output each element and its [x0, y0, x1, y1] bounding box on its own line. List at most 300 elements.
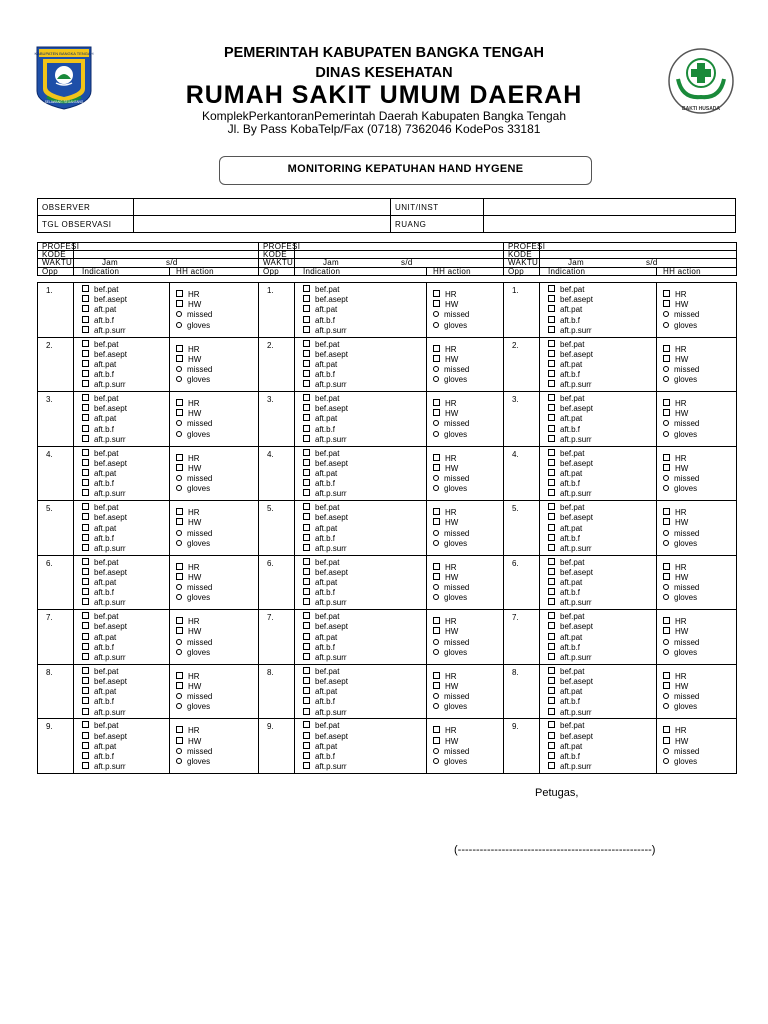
checkbox-icon[interactable]: [82, 534, 89, 541]
checkbox-icon[interactable]: [82, 612, 89, 619]
hh-action-option[interactable]: [663, 290, 736, 300]
hh-action-option[interactable]: [663, 583, 736, 593]
checkbox-icon[interactable]: [548, 513, 555, 520]
indication-option[interactable]: [303, 687, 426, 697]
radio-icon[interactable]: [176, 322, 182, 328]
checkbox-icon[interactable]: [303, 742, 310, 749]
hh-action-option[interactable]: [176, 430, 258, 440]
hh-action-option[interactable]: [433, 375, 503, 385]
checkbox-icon[interactable]: [433, 617, 440, 624]
hh-action-option[interactable]: [663, 529, 736, 539]
hh-action-option[interactable]: [176, 682, 258, 692]
checkbox-icon[interactable]: [548, 449, 555, 456]
checkbox-icon[interactable]: [303, 295, 310, 302]
checkbox-icon[interactable]: [663, 300, 670, 307]
indication-option[interactable]: [303, 326, 426, 336]
checkbox-icon[interactable]: [548, 295, 555, 302]
hh-action-option[interactable]: [176, 321, 258, 331]
indication-option[interactable]: [548, 513, 656, 523]
hh-action-option[interactable]: [433, 300, 503, 310]
indication-option[interactable]: [303, 578, 426, 588]
indication-option[interactable]: [82, 459, 169, 469]
checkbox-icon[interactable]: [548, 350, 555, 357]
indication-option[interactable]: [82, 503, 169, 513]
hh-action-option[interactable]: [176, 638, 258, 648]
indication-option[interactable]: [548, 489, 656, 499]
indication-option[interactable]: [82, 414, 169, 424]
indication-option[interactable]: [82, 534, 169, 544]
checkbox-icon[interactable]: [82, 732, 89, 739]
indication-option[interactable]: [548, 687, 656, 697]
indication-option[interactable]: [82, 435, 169, 445]
checkbox-icon[interactable]: [82, 633, 89, 640]
indication-option[interactable]: [548, 326, 656, 336]
radio-icon[interactable]: [433, 703, 439, 709]
checkbox-icon[interactable]: [548, 588, 555, 595]
hh-action-option[interactable]: [176, 484, 258, 494]
indication-option[interactable]: [303, 653, 426, 663]
radio-icon[interactable]: [663, 584, 669, 590]
radio-icon[interactable]: [663, 693, 669, 699]
checkbox-icon[interactable]: [82, 503, 89, 510]
hh-action-option[interactable]: [433, 430, 503, 440]
radio-icon[interactable]: [176, 639, 182, 645]
hh-action-option[interactable]: [433, 539, 503, 549]
indication-option[interactable]: [303, 534, 426, 544]
hh-action-option[interactable]: [433, 638, 503, 648]
indication-option[interactable]: [82, 598, 169, 608]
checkbox-icon[interactable]: [548, 326, 555, 333]
indication-option[interactable]: [82, 340, 169, 350]
radio-icon[interactable]: [433, 376, 439, 382]
checkbox-icon[interactable]: [303, 350, 310, 357]
checkbox-icon[interactable]: [176, 518, 183, 525]
checkbox-icon[interactable]: [82, 285, 89, 292]
checkbox-icon[interactable]: [176, 617, 183, 624]
radio-icon[interactable]: [663, 322, 669, 328]
indication-option[interactable]: [82, 360, 169, 370]
indication-option[interactable]: [303, 708, 426, 718]
hh-action-option[interactable]: [433, 617, 503, 627]
indication-option[interactable]: [82, 677, 169, 687]
checkbox-icon[interactable]: [433, 399, 440, 406]
hh-action-option[interactable]: [433, 345, 503, 355]
radio-icon[interactable]: [176, 703, 182, 709]
checkbox-icon[interactable]: [303, 469, 310, 476]
indication-option[interactable]: [548, 380, 656, 390]
checkbox-icon[interactable]: [433, 726, 440, 733]
indication-option[interactable]: [303, 370, 426, 380]
indication-option[interactable]: [82, 643, 169, 653]
indication-option[interactable]: [548, 633, 656, 643]
hh-action-option[interactable]: [663, 702, 736, 712]
hh-action-option[interactable]: [176, 355, 258, 365]
hh-action-option[interactable]: [176, 563, 258, 573]
checkbox-icon[interactable]: [82, 370, 89, 377]
checkbox-icon[interactable]: [548, 697, 555, 704]
hh-action-option[interactable]: [433, 409, 503, 419]
checkbox-icon[interactable]: [176, 682, 183, 689]
checkbox-icon[interactable]: [548, 469, 555, 476]
checkbox-icon[interactable]: [303, 503, 310, 510]
indication-option[interactable]: [303, 305, 426, 315]
indication-option[interactable]: [82, 316, 169, 326]
indication-option[interactable]: [548, 340, 656, 350]
radio-icon[interactable]: [176, 485, 182, 491]
checkbox-icon[interactable]: [303, 762, 310, 769]
hh-action-option[interactable]: [663, 627, 736, 637]
checkbox-icon[interactable]: [548, 380, 555, 387]
checkbox-icon[interactable]: [303, 414, 310, 421]
checkbox-icon[interactable]: [548, 578, 555, 585]
hh-action-option[interactable]: [433, 692, 503, 702]
indication-option[interactable]: [303, 544, 426, 554]
checkbox-icon[interactable]: [548, 667, 555, 674]
hh-action-option[interactable]: [433, 508, 503, 518]
checkbox-icon[interactable]: [82, 752, 89, 759]
checkbox-icon[interactable]: [303, 370, 310, 377]
checkbox-icon[interactable]: [176, 726, 183, 733]
hh-action-option[interactable]: [176, 692, 258, 702]
radio-icon[interactable]: [663, 431, 669, 437]
hh-action-option[interactable]: [433, 682, 503, 692]
hh-action-option[interactable]: [433, 310, 503, 320]
checkbox-icon[interactable]: [82, 380, 89, 387]
checkbox-icon[interactable]: [433, 672, 440, 679]
indication-option[interactable]: [82, 762, 169, 772]
radio-icon[interactable]: [433, 639, 439, 645]
checkbox-icon[interactable]: [548, 643, 555, 650]
hh-action-option[interactable]: [176, 375, 258, 385]
indication-option[interactable]: [303, 643, 426, 653]
hh-action-option[interactable]: [663, 617, 736, 627]
checkbox-icon[interactable]: [82, 449, 89, 456]
indication-option[interactable]: [548, 732, 656, 742]
indication-option[interactable]: [82, 380, 169, 390]
checkbox-icon[interactable]: [303, 633, 310, 640]
radio-icon[interactable]: [433, 649, 439, 655]
checkbox-icon[interactable]: [663, 563, 670, 570]
waktu-field[interactable]: [540, 259, 737, 267]
checkbox-icon[interactable]: [303, 360, 310, 367]
checkbox-icon[interactable]: [176, 464, 183, 471]
checkbox-icon[interactable]: [176, 300, 183, 307]
checkbox-icon[interactable]: [303, 316, 310, 323]
checkbox-icon[interactable]: [303, 721, 310, 728]
checkbox-icon[interactable]: [82, 653, 89, 660]
checkbox-icon[interactable]: [433, 563, 440, 570]
checkbox-icon[interactable]: [303, 732, 310, 739]
hh-action-option[interactable]: [433, 454, 503, 464]
indication-option[interactable]: [548, 578, 656, 588]
checkbox-icon[interactable]: [82, 360, 89, 367]
radio-icon[interactable]: [176, 311, 182, 317]
hh-action-option[interactable]: [433, 399, 503, 409]
radio-icon[interactable]: [663, 376, 669, 382]
radio-icon[interactable]: [176, 420, 182, 426]
indication-option[interactable]: [82, 524, 169, 534]
hh-action-option[interactable]: [663, 454, 736, 464]
indication-option[interactable]: [548, 503, 656, 513]
checkbox-icon[interactable]: [548, 370, 555, 377]
indication-option[interactable]: [548, 598, 656, 608]
hh-action-option[interactable]: [663, 682, 736, 692]
indication-option[interactable]: [303, 667, 426, 677]
radio-icon[interactable]: [433, 420, 439, 426]
checkbox-icon[interactable]: [548, 598, 555, 605]
radio-icon[interactable]: [663, 311, 669, 317]
indication-option[interactable]: [303, 340, 426, 350]
checkbox-icon[interactable]: [548, 558, 555, 565]
indication-option[interactable]: [82, 370, 169, 380]
unit-field[interactable]: [484, 199, 736, 216]
hh-action-option[interactable]: [433, 529, 503, 539]
hh-action-option[interactable]: [176, 672, 258, 682]
checkbox-icon[interactable]: [82, 643, 89, 650]
indication-option[interactable]: [303, 697, 426, 707]
indication-option[interactable]: [548, 568, 656, 578]
checkbox-icon[interactable]: [82, 524, 89, 531]
checkbox-icon[interactable]: [663, 682, 670, 689]
checkbox-icon[interactable]: [548, 742, 555, 749]
indication-option[interactable]: [303, 598, 426, 608]
checkbox-icon[interactable]: [303, 708, 310, 715]
checkbox-icon[interactable]: [433, 345, 440, 352]
radio-icon[interactable]: [176, 431, 182, 437]
checkbox-icon[interactable]: [548, 404, 555, 411]
checkbox-icon[interactable]: [548, 285, 555, 292]
indication-option[interactable]: [82, 588, 169, 598]
checkbox-icon[interactable]: [548, 721, 555, 728]
checkbox-icon[interactable]: [82, 316, 89, 323]
indication-option[interactable]: [82, 697, 169, 707]
radio-icon[interactable]: [176, 649, 182, 655]
checkbox-icon[interactable]: [548, 732, 555, 739]
indication-option[interactable]: [548, 612, 656, 622]
hh-action-option[interactable]: [433, 627, 503, 637]
indication-option[interactable]: [548, 316, 656, 326]
indication-option[interactable]: [303, 677, 426, 687]
hh-action-option[interactable]: [176, 345, 258, 355]
checkbox-icon[interactable]: [663, 726, 670, 733]
indication-option[interactable]: [82, 667, 169, 677]
hh-action-option[interactable]: [663, 399, 736, 409]
waktu-field[interactable]: [295, 259, 504, 267]
hh-action-option[interactable]: [433, 757, 503, 767]
checkbox-icon[interactable]: [82, 394, 89, 401]
checkbox-icon[interactable]: [548, 752, 555, 759]
hh-action-option[interactable]: [176, 508, 258, 518]
indication-option[interactable]: [303, 404, 426, 414]
checkbox-icon[interactable]: [548, 622, 555, 629]
indication-option[interactable]: [303, 316, 426, 326]
hh-action-option[interactable]: [433, 672, 503, 682]
hh-action-option[interactable]: [663, 692, 736, 702]
checkbox-icon[interactable]: [303, 568, 310, 575]
checkbox-icon[interactable]: [663, 737, 670, 744]
hh-action-option[interactable]: [663, 747, 736, 757]
radio-icon[interactable]: [176, 530, 182, 536]
indication-option[interactable]: [548, 742, 656, 752]
hh-action-option[interactable]: [433, 290, 503, 300]
checkbox-icon[interactable]: [548, 414, 555, 421]
checkbox-icon[interactable]: [433, 409, 440, 416]
radio-icon[interactable]: [433, 594, 439, 600]
indication-option[interactable]: [82, 558, 169, 568]
checkbox-icon[interactable]: [548, 340, 555, 347]
hh-action-option[interactable]: [663, 310, 736, 320]
checkbox-icon[interactable]: [663, 573, 670, 580]
checkbox-icon[interactable]: [82, 568, 89, 575]
hh-action-option[interactable]: [663, 518, 736, 528]
radio-icon[interactable]: [433, 584, 439, 590]
checkbox-icon[interactable]: [433, 355, 440, 362]
hh-action-option[interactable]: [176, 474, 258, 484]
checkbox-icon[interactable]: [303, 588, 310, 595]
indication-option[interactable]: [303, 295, 426, 305]
indication-option[interactable]: [303, 380, 426, 390]
checkbox-icon[interactable]: [663, 508, 670, 515]
indication-option[interactable]: [548, 459, 656, 469]
indication-option[interactable]: [303, 558, 426, 568]
indication-option[interactable]: [548, 449, 656, 459]
radio-icon[interactable]: [176, 475, 182, 481]
checkbox-icon[interactable]: [82, 305, 89, 312]
checkbox-icon[interactable]: [548, 459, 555, 466]
hh-action-option[interactable]: [176, 617, 258, 627]
indication-option[interactable]: [82, 285, 169, 295]
radio-icon[interactable]: [663, 639, 669, 645]
hh-action-option[interactable]: [433, 573, 503, 583]
tgl-observasi-field[interactable]: [134, 216, 391, 233]
hh-action-option[interactable]: [176, 518, 258, 528]
indication-option[interactable]: [82, 752, 169, 762]
checkbox-icon[interactable]: [82, 578, 89, 585]
checkbox-icon[interactable]: [303, 612, 310, 619]
profesi-field[interactable]: [295, 243, 504, 251]
hh-action-option[interactable]: [663, 474, 736, 484]
checkbox-icon[interactable]: [82, 340, 89, 347]
checkbox-icon[interactable]: [548, 677, 555, 684]
radio-icon[interactable]: [663, 420, 669, 426]
hh-action-option[interactable]: [663, 737, 736, 747]
indication-option[interactable]: [303, 503, 426, 513]
checkbox-icon[interactable]: [303, 578, 310, 585]
indication-option[interactable]: [82, 479, 169, 489]
checkbox-icon[interactable]: [303, 687, 310, 694]
indication-option[interactable]: [548, 370, 656, 380]
hh-action-option[interactable]: [176, 399, 258, 409]
checkbox-icon[interactable]: [303, 697, 310, 704]
radio-icon[interactable]: [433, 311, 439, 317]
indication-option[interactable]: [82, 305, 169, 315]
indication-option[interactable]: [82, 544, 169, 554]
indication-option[interactable]: [82, 622, 169, 632]
hh-action-option[interactable]: [176, 648, 258, 658]
checkbox-icon[interactable]: [663, 672, 670, 679]
indication-option[interactable]: [82, 687, 169, 697]
indication-option[interactable]: [548, 404, 656, 414]
indication-option[interactable]: [303, 513, 426, 523]
hh-action-option[interactable]: [433, 484, 503, 494]
indication-option[interactable]: [82, 653, 169, 663]
radio-icon[interactable]: [663, 748, 669, 754]
indication-option[interactable]: [82, 350, 169, 360]
checkbox-icon[interactable]: [303, 752, 310, 759]
checkbox-icon[interactable]: [303, 449, 310, 456]
checkbox-icon[interactable]: [303, 380, 310, 387]
indication-option[interactable]: [82, 721, 169, 731]
checkbox-icon[interactable]: [303, 479, 310, 486]
checkbox-icon[interactable]: [82, 687, 89, 694]
hh-action-option[interactable]: [663, 484, 736, 494]
radio-icon[interactable]: [176, 376, 182, 382]
hh-action-option[interactable]: [433, 474, 503, 484]
checkbox-icon[interactable]: [176, 508, 183, 515]
checkbox-icon[interactable]: [82, 435, 89, 442]
indication-option[interactable]: [548, 425, 656, 435]
checkbox-icon[interactable]: [176, 345, 183, 352]
hh-action-option[interactable]: [433, 726, 503, 736]
radio-icon[interactable]: [663, 649, 669, 655]
radio-icon[interactable]: [433, 475, 439, 481]
checkbox-icon[interactable]: [663, 518, 670, 525]
indication-option[interactable]: [548, 394, 656, 404]
checkbox-icon[interactable]: [82, 479, 89, 486]
hh-action-option[interactable]: [176, 726, 258, 736]
hh-action-option[interactable]: [663, 672, 736, 682]
indication-option[interactable]: [303, 633, 426, 643]
profesi-field[interactable]: [540, 243, 737, 251]
indication-option[interactable]: [548, 479, 656, 489]
hh-action-option[interactable]: [433, 419, 503, 429]
checkbox-icon[interactable]: [82, 489, 89, 496]
indication-option[interactable]: [303, 469, 426, 479]
checkbox-icon[interactable]: [82, 425, 89, 432]
checkbox-icon[interactable]: [663, 464, 670, 471]
indication-option[interactable]: [303, 425, 426, 435]
hh-action-option[interactable]: [663, 508, 736, 518]
checkbox-icon[interactable]: [663, 627, 670, 634]
indication-option[interactable]: [82, 469, 169, 479]
indication-option[interactable]: [548, 285, 656, 295]
indication-option[interactable]: [303, 732, 426, 742]
checkbox-icon[interactable]: [82, 558, 89, 565]
checkbox-icon[interactable]: [548, 653, 555, 660]
hh-action-option[interactable]: [433, 355, 503, 365]
radio-icon[interactable]: [176, 758, 182, 764]
checkbox-icon[interactable]: [176, 563, 183, 570]
checkbox-icon[interactable]: [548, 524, 555, 531]
hh-action-option[interactable]: [176, 593, 258, 603]
radio-icon[interactable]: [176, 540, 182, 546]
hh-action-option[interactable]: [663, 430, 736, 440]
indication-option[interactable]: [548, 708, 656, 718]
checkbox-icon[interactable]: [303, 435, 310, 442]
radio-icon[interactable]: [433, 366, 439, 372]
indication-option[interactable]: [548, 762, 656, 772]
checkbox-icon[interactable]: [176, 672, 183, 679]
indication-option[interactable]: [548, 360, 656, 370]
checkbox-icon[interactable]: [82, 677, 89, 684]
radio-icon[interactable]: [663, 594, 669, 600]
checkbox-icon[interactable]: [548, 612, 555, 619]
checkbox-icon[interactable]: [82, 404, 89, 411]
hh-action-option[interactable]: [663, 757, 736, 767]
indication-option[interactable]: [303, 350, 426, 360]
radio-icon[interactable]: [433, 758, 439, 764]
checkbox-icon[interactable]: [82, 697, 89, 704]
